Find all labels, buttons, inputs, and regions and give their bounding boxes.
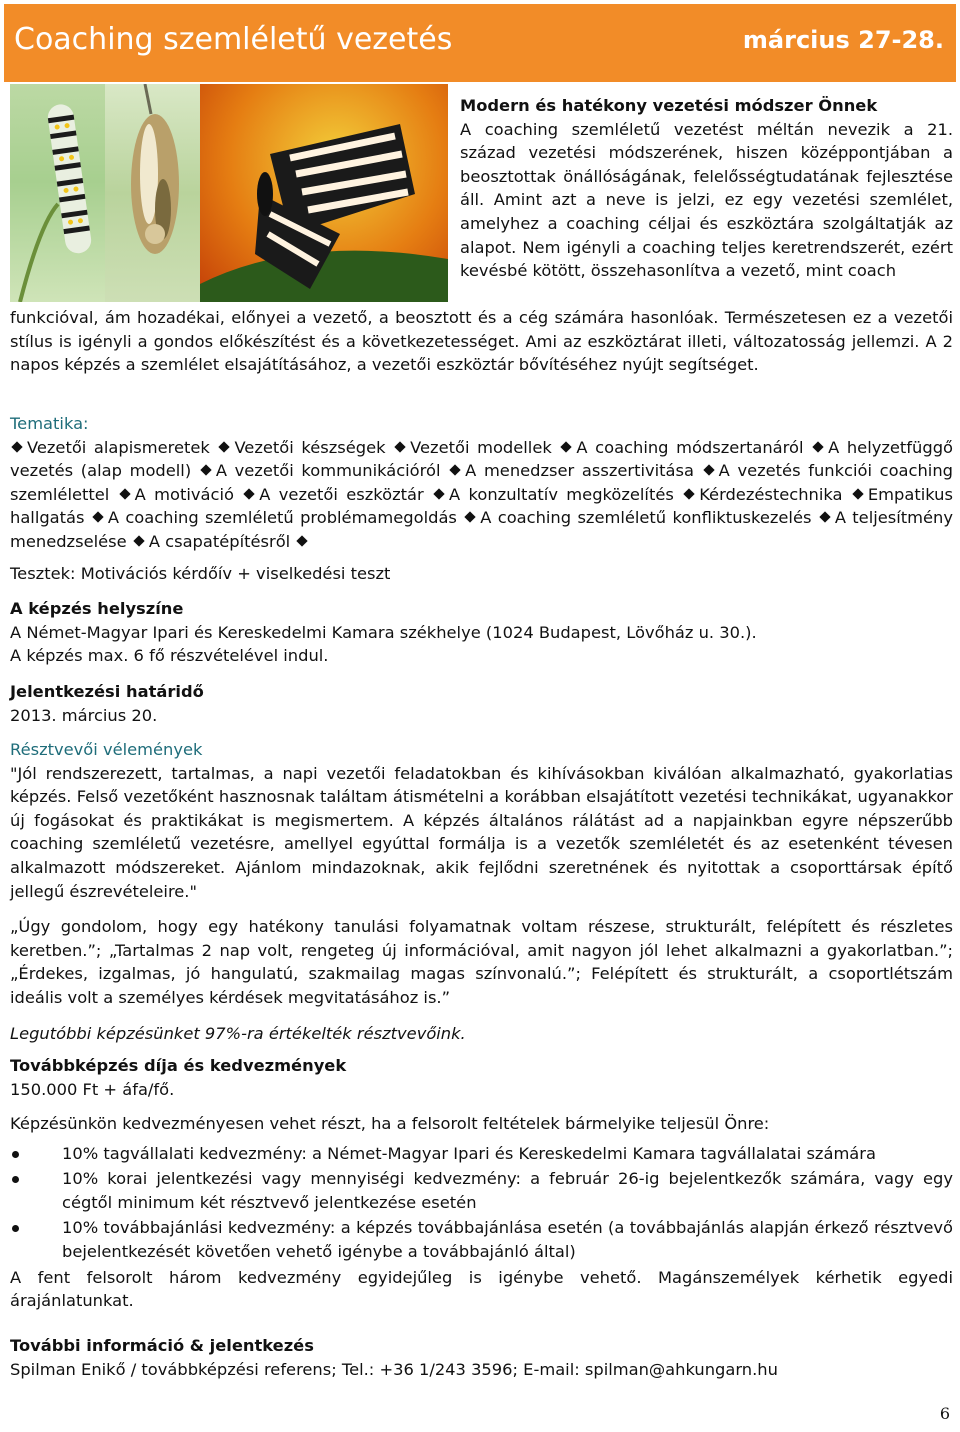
deadline-heading: Jelentkezési határidő (10, 682, 204, 701)
diamond-bullet-icon (819, 512, 830, 523)
diamond-bullet-icon (703, 465, 714, 476)
contact-heading: További információ & jelentkezés (10, 1336, 314, 1355)
contact-line: Spilman Enikő / továbbképzési referens; Tel.: +36 1/243 3596; E-mail: spilman@ahkungarn.hu (10, 1359, 778, 1379)
diamond-bullet-icon (119, 488, 130, 499)
diamond-bullet-icon (244, 488, 255, 499)
testimonials-heading: Résztvevői vélemények (10, 740, 203, 759)
tematika-item: Kérdezéstechnika (699, 484, 843, 504)
discounts-note: A fent felsorolt három kedvezmény egyidejűleg is igénybe vehető. Magánszemélyek kérhetik egyedi árajánlatunkat. (10, 1267, 953, 1311)
contact-section (10, 1334, 953, 1381)
diamond-bullet-icon (133, 535, 144, 546)
diamond-bullet-icon (395, 441, 406, 452)
rating-line: Legutóbbi képzésünket 97%-ra értékelték résztvevőink. (10, 1023, 466, 1043)
diamond-bullet-icon (465, 512, 476, 523)
deadline-section (10, 680, 953, 727)
location-section (10, 597, 953, 668)
discount-text: 10% továbbajánlási kedvezmény: a képzés továbbajánlása esetén (a továbbajánlás alapján érkező résztvevő bejelentkezését követően vehető igénybe a továbbajánló által) (62, 1218, 953, 1261)
butterfly-lifecycle-photos (10, 84, 448, 302)
tematika-section (10, 412, 953, 554)
testimonial-quote-1: "Jól rendszerezett, tartalmas, a napi vezetői feladatokban és kihívásokban kiválóan alkalmazható, gyakorlatias képzés. Felső vezetőként hasznosnak találtam átismételni a korábban elsajátított vezetési technikákat, ugyanakkor új fogásokat és praktikákat is megismertem. A képzés általános rálátást ad a napjainkban egyre népszerűbb coaching szemléletű vezetésre, amellyel egyúttal formálja is a vezetők szemléletét és az esetenként tévesen alkalmazott módszereket. Ajánlom mindazoknak, akik fejlődni szeretnének és nyitottak a csoporttársak építő jellegű észrevételeire." (10, 763, 953, 901)
deadline-value: 2013. március 20. (10, 705, 158, 725)
discount-item (10, 1216, 953, 1263)
diamond-bullet-icon (852, 488, 863, 499)
discounts-section (10, 1112, 953, 1313)
diamond-bullet-icon (200, 465, 211, 476)
discounts-intro: Képzésünkön kedvezményesen vehet részt, ha a felsorolt feltételek bármelyike teljesül Önre: (10, 1114, 770, 1133)
title-banner (4, 4, 956, 82)
diamond-bullet-icon (92, 512, 103, 523)
tematika-item: A teljesítmény menedzselése (10, 508, 953, 551)
tematika-list (10, 436, 953, 554)
intro-heading: Modern és hatékony vezetési módszer Önnek (460, 96, 878, 115)
fee-value: 150.000 Ft + áfa/fő. (10, 1079, 175, 1099)
diamond-bullet-icon (219, 441, 230, 452)
tests-line: Tesztek: Motivációs kérdőív + viselkedési teszt (10, 564, 391, 583)
page-number: 6 (939, 1404, 950, 1423)
discount-text: 10% tagvállalati kedvezmény: a Német-Magyar Ipari és Kereskedelmi Kamara tagvállalatai számára (62, 1143, 876, 1163)
caterpillar-photo (10, 84, 105, 302)
tematika-item: A csapatépítésről (148, 531, 291, 551)
bullet-dot-icon (12, 1176, 19, 1183)
discount-item (10, 1142, 953, 1166)
page-title: Coaching szemléletű vezetés (14, 22, 453, 57)
location-address: A Német-Magyar Ipari és Kereskedelmi Kamara székhelye (1024 Budapest, Lövőház u. 30.). (10, 622, 757, 642)
tematika-item: Empatikus hallgatás (10, 484, 953, 528)
diamond-bullet-icon (684, 488, 695, 499)
butterfly-photo (200, 84, 448, 302)
event-date: március 27-28. (742, 26, 944, 54)
testimonial-quote-2: „Úgy gondolom, hogy egy hatékony tanulási folyamatnak voltam részese, strukturált, felépített és részletes keretben.”; „Tartalmas 2 nap volt, rengeteg új információval, amit nagyon jól lehet alkalmazni a gyakorlatban.”; „Érdekes, izgalmas, jó hangulatú, szakmailag magas színvonalú.”; Felépített és strukturált, a csoportlétszám ideális volt a személyes kérdések megvitatásához is.” (10, 917, 953, 1007)
tematika-item: A coaching módszertanáról (576, 437, 804, 457)
tematika-item: A konzultatív megközelítés (449, 484, 674, 504)
testimonials-section (10, 738, 953, 1045)
diamond-bullet-icon (561, 441, 572, 452)
fee-section (10, 1054, 953, 1101)
tematika-label: Tematika: (10, 414, 89, 433)
diamond-bullet-icon (812, 441, 823, 452)
discount-text: 10% korai jelentkezési vagy mennyiségi kedvezmény: a február 26-ig bejelentkezők számára, vagy egy cégtől minimum két résztvevő jelentkezése esetén (62, 1169, 953, 1212)
tematika-item: Vezetői készségek (234, 437, 386, 457)
tematika-item: Vezetői alapismeretek (27, 437, 210, 457)
intro-block (460, 94, 953, 283)
bullet-dot-icon (12, 1151, 19, 1158)
tematika-item: A vezetői kommunikációról (215, 461, 441, 481)
tematika-item: A coaching szemléletű konfliktuskezelés (480, 508, 812, 528)
tematika-item: A helyzetfüggő vezetés (alap modell) (10, 437, 953, 481)
tematika-item: A motiváció (134, 484, 234, 504)
location-capacity: A képzés max. 6 fő részvételével indul. (10, 646, 329, 666)
tematika-item: A vezetés funkciói coaching szemlélettel (10, 461, 953, 504)
intro-text: A coaching szemléletű vezetést méltán nevezik a 21. század vezetési módszerének, hiszen középpontjában a beosztottak önállóságának, felelősségtudatának fejlesztése áll. Amint azt a neve is jelzi, ez egy vezetési szemlélet, amelyhez a coaching céljai és eszköztára szolgáltatják az alapot. Nem igényli a coaching teljes keretrendszerét, ezért kevésbé kötött, összehasonlítva a vezető, mint coach (460, 119, 953, 281)
diamond-bullet-icon (433, 488, 444, 499)
tematika-item: A coaching szemléletű problémamegoldás (107, 508, 457, 528)
bullet-dot-icon (12, 1225, 19, 1232)
tematika-item: Vezetői modellek (410, 437, 552, 457)
diamond-bullet-icon (297, 535, 308, 546)
intro-continuation: funkcióval, ám hozadékai, előnyei a vezető, a beosztott és a cég számára hasonlóak. Természetesen ez a vezetői stílus is igényli a gondos előkészítést és a következetességet. Ami az eszköztárat illeti, változatosság jellemzi. A 2 napos képzés a szemlélet elsajátításához, a vezetői eszköztár bővítéséhez nyújt segítséget. (10, 308, 953, 375)
tematika-item: A menedzser asszertivitása (465, 461, 694, 481)
tematika-item: A vezetői eszköztár (259, 484, 424, 504)
discount-item (10, 1167, 953, 1214)
location-heading: A képzés helyszíne (10, 599, 184, 618)
chrysalis-photo (105, 84, 200, 302)
fee-heading: Továbbképzés díja és kedvezmények (10, 1056, 347, 1075)
diamond-bullet-icon (449, 465, 460, 476)
diamond-bullet-icon (11, 441, 22, 452)
discounts-list (10, 1142, 953, 1264)
